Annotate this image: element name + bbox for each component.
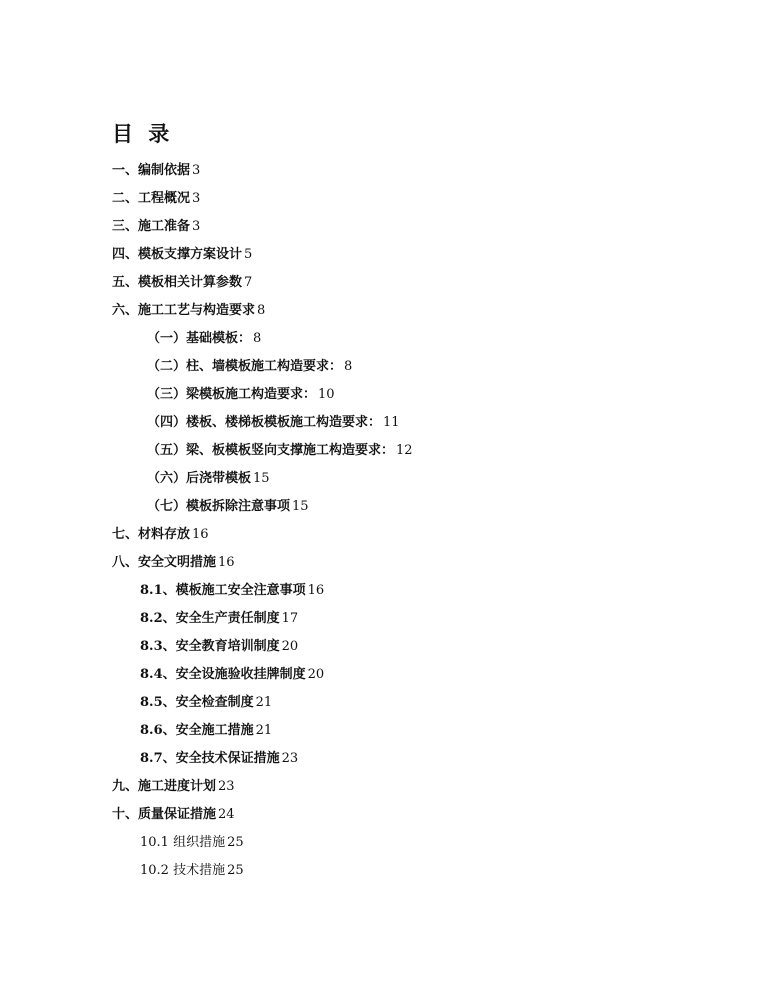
toc-entry[interactable] — [0, 409, 765, 437]
toc-entry-text: 8.2、安全生产责任制度 — [140, 611, 280, 626]
toc-entry-text: 四、模板支撑方案设计 — [112, 247, 243, 262]
toc-entry-page-number: 16 — [307, 583, 325, 598]
toc-entry-page-number: 25 — [227, 835, 244, 850]
toc-entry[interactable] — [0, 353, 765, 381]
toc-entry[interactable] — [0, 157, 765, 185]
toc-entry[interactable] — [0, 297, 765, 325]
toc-entry-text: （二）柱、墙模板施工构造要求： — [147, 359, 343, 374]
toc-entry[interactable] — [0, 605, 765, 633]
toc-entry-page-number: 21 — [255, 723, 273, 738]
toc-entry-text: 8.4、安全设施验收挂牌制度 — [140, 667, 306, 682]
toc-entry-text: 8.7、安全技术保证措施 — [140, 751, 280, 766]
toc-entry-page-number: 8 — [257, 303, 266, 318]
toc-entry-text: 二、工程概况 — [112, 191, 191, 206]
toc-entry-text: 8.1、模板施工安全注意事项 — [140, 583, 306, 598]
toc-entry[interactable] — [0, 661, 765, 689]
toc-entry-text: 8.6、安全施工措施 — [140, 723, 254, 738]
toc-entry-page-number: 16 — [218, 555, 235, 570]
toc-entry-page-number: 3 — [192, 191, 201, 206]
toc-list — [0, 157, 765, 885]
toc-entry-text: 七、材料存放 — [112, 527, 191, 542]
toc-entry-text: 三、施工准备 — [112, 219, 191, 234]
toc-entry[interactable] — [0, 717, 765, 745]
toc-entry[interactable] — [0, 745, 765, 773]
toc-entry[interactable] — [0, 465, 765, 493]
toc-entry-page-number: 17 — [281, 611, 299, 626]
toc-entry-page-number: 20 — [307, 667, 325, 682]
toc-entry[interactable] — [0, 829, 765, 857]
toc-entry-page-number: 7 — [244, 275, 253, 290]
toc-entry-text: 五、模板相关计算参数 — [112, 275, 243, 290]
toc-entry-text: 八、安全文明措施 — [112, 555, 217, 570]
toc-entry[interactable] — [0, 549, 765, 577]
toc-entry-page-number: 11 — [383, 415, 400, 430]
toc-entry-page-number: 3 — [192, 219, 201, 234]
toc-entry-page-number: 5 — [244, 247, 253, 262]
toc-entry[interactable] — [0, 241, 765, 269]
toc-entry-text: 九、施工进度计划 — [112, 779, 217, 794]
toc-entry[interactable] — [0, 577, 765, 605]
toc-entry[interactable] — [0, 381, 765, 409]
toc-entry[interactable] — [0, 857, 765, 885]
toc-entry[interactable] — [0, 213, 765, 241]
toc-entry-text: 8.5、安全检查制度 — [140, 695, 254, 710]
toc-entry-text: 10.2 技术措施 — [140, 863, 226, 878]
toc-entry-page-number: 15 — [253, 471, 270, 486]
toc-entry[interactable] — [0, 325, 765, 353]
toc-entry-text: 8.3、安全教育培训制度 — [140, 639, 280, 654]
toc-entry[interactable] — [0, 801, 765, 829]
toc-entry-text: （三）梁模板施工构造要求： — [147, 387, 317, 402]
toc-entry-text: 十、质量保证措施 — [112, 807, 217, 822]
toc-entry-page-number: 8 — [253, 331, 262, 346]
toc-title: 目 录 — [112, 121, 174, 146]
toc-entry-page-number: 24 — [218, 807, 235, 822]
toc-entry[interactable] — [0, 185, 765, 213]
toc-entry-page-number: 21 — [255, 695, 273, 710]
toc-entry-page-number: 15 — [292, 499, 309, 514]
toc-entry[interactable] — [0, 773, 765, 801]
toc-entry-page-number: 23 — [218, 779, 235, 794]
toc-entry-page-number: 25 — [227, 863, 244, 878]
toc-entry-text: （七）模板拆除注意事项 — [147, 499, 291, 514]
toc-entry-text: （六）后浇带模板 — [147, 471, 252, 486]
toc-entry-text: 10.1 组织措施 — [140, 835, 226, 850]
toc-entry-text: 一、编制依据 — [112, 163, 191, 178]
toc-entry-page-number: 16 — [192, 527, 209, 542]
toc-entry-page-number: 8 — [344, 359, 353, 374]
toc-entry-page-number: 10 — [318, 387, 335, 402]
toc-entry[interactable] — [0, 437, 765, 465]
toc-entry-text: （四）楼板、楼梯板模板施工构造要求： — [147, 415, 382, 430]
toc-entry[interactable] — [0, 493, 765, 521]
toc-entry-page-number: 12 — [396, 443, 413, 458]
toc-entry-text: 六、施工工艺与构造要求 — [112, 303, 256, 318]
toc-entry[interactable] — [0, 689, 765, 717]
toc-entry-page-number: 3 — [192, 163, 201, 178]
toc-entry-text: （五）梁、板模板竖向支撑施工构造要求： — [147, 443, 395, 458]
toc-entry[interactable] — [0, 521, 765, 549]
toc-entry-text: （一）基础模板： — [147, 331, 252, 346]
toc-entry[interactable] — [0, 633, 765, 661]
toc-entry[interactable] — [0, 269, 765, 297]
toc-entry-page-number: 20 — [281, 639, 299, 654]
toc-entry-page-number: 23 — [281, 751, 299, 766]
